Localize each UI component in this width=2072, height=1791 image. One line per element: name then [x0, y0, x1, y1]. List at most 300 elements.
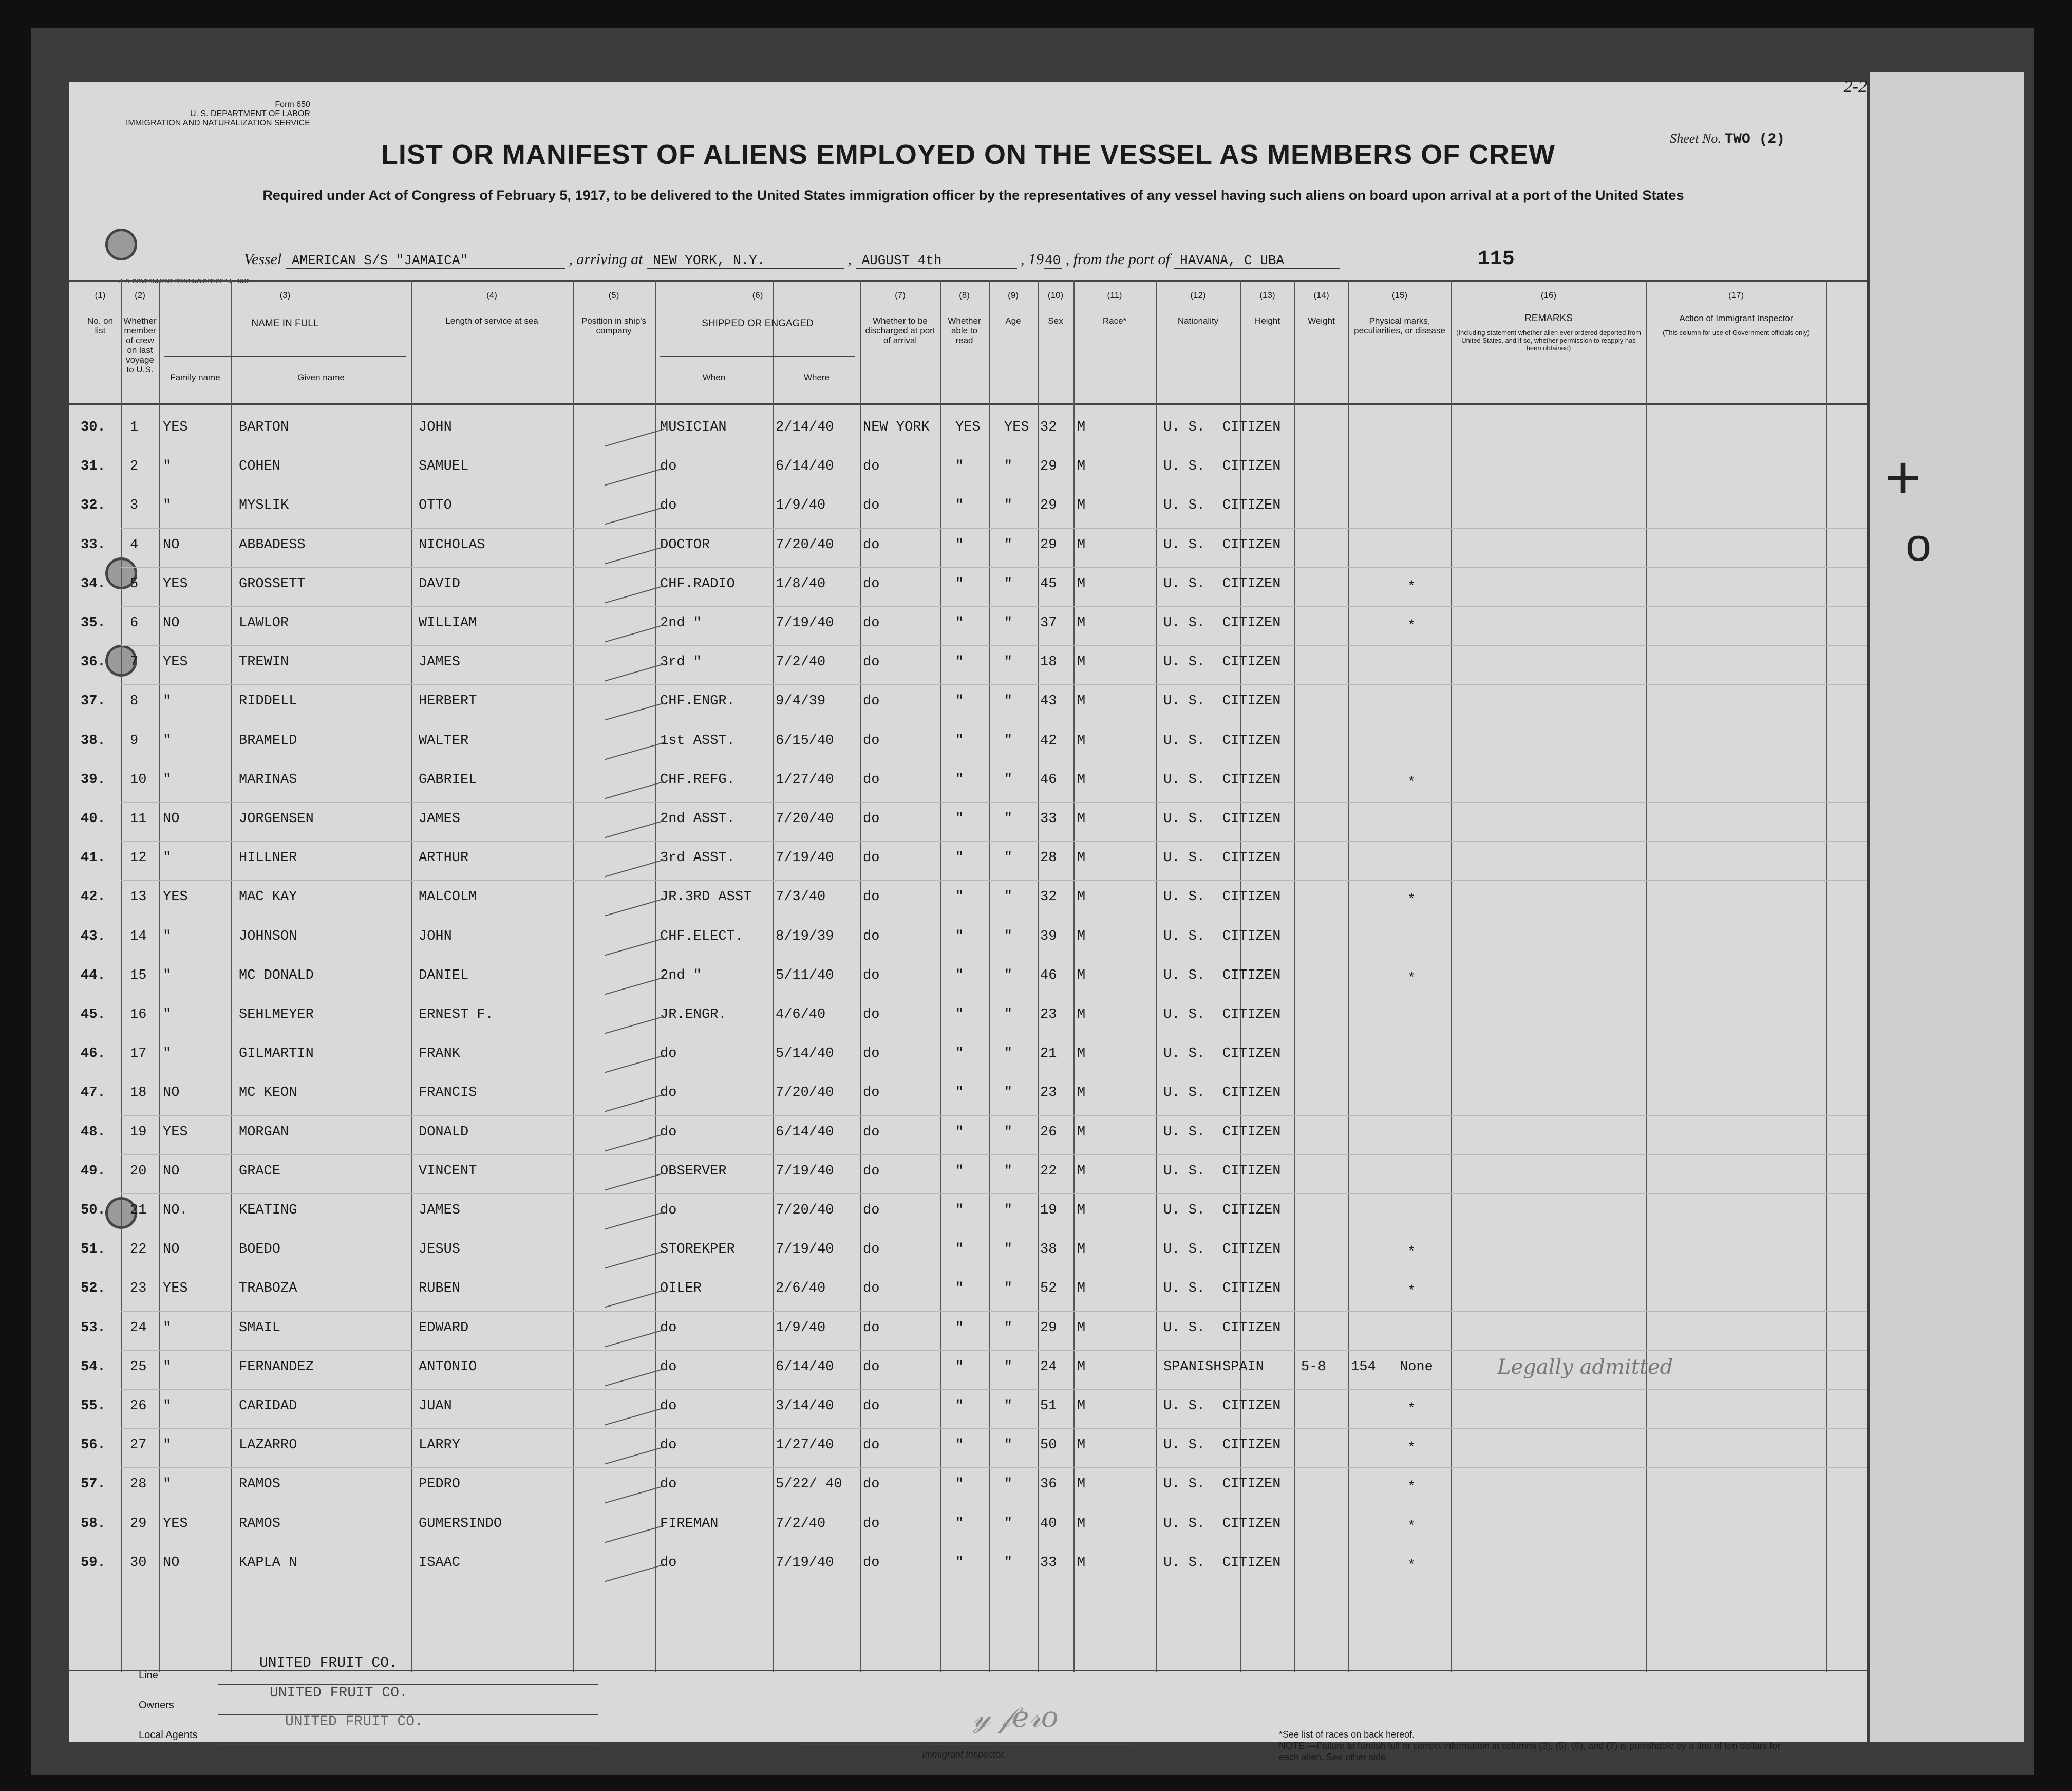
cell-nat: CITIZEN — [1222, 1242, 1281, 1258]
cell-nat: CITIZEN — [1222, 537, 1281, 553]
length-of-service-stroke — [605, 1172, 664, 1190]
cell-nat: CITIZEN — [1222, 1516, 1281, 1532]
cell-age: 19 — [1040, 1203, 1057, 1218]
cell-when: 7/19/40 — [776, 1163, 834, 1179]
cell-no: 22 — [130, 1242, 147, 1258]
cell-where: do — [863, 1516, 880, 1532]
form-number: Form 650 — [275, 100, 310, 109]
cell-family: MC DONALD — [239, 967, 314, 983]
table-row — [69, 1355, 1867, 1390]
column-number: (9) — [1008, 290, 1019, 300]
cell-disch: " — [955, 537, 964, 553]
cell-race: U. S. — [1163, 1242, 1205, 1258]
service-name: IMMIGRATION AND NATURALIZATION SERVICE — [126, 119, 310, 127]
cell-family: KAPLA N — [239, 1555, 297, 1571]
cell-given: OTTO — [419, 498, 452, 514]
cell-nat: CITIZEN — [1222, 420, 1281, 435]
cell-sex: M — [1077, 1046, 1086, 1062]
cell-age: 28 — [1040, 850, 1057, 866]
cell-read: " — [1004, 1242, 1013, 1258]
table-row — [69, 420, 1867, 451]
cell-line: 37. — [81, 694, 106, 710]
cell-sex: M — [1077, 1203, 1086, 1218]
cell-pos: 1st ASST. — [660, 733, 735, 749]
column-header: Age — [1005, 316, 1021, 326]
cell-read: " — [1004, 1007, 1013, 1022]
cell-prev: YES — [163, 1516, 188, 1532]
column-number: (15) — [1391, 290, 1408, 300]
column-number: (4) — [486, 290, 497, 300]
cell-age: 32 — [1040, 889, 1057, 905]
length-of-service-stroke — [605, 703, 664, 721]
table-row — [69, 733, 1867, 764]
cell-race: SPANISH — [1163, 1359, 1222, 1375]
cell-line: 59. — [81, 1555, 106, 1571]
cell-given: DONALD — [419, 1124, 469, 1140]
cell-pos: 3rd ASST. — [660, 850, 735, 866]
cell-where: do — [863, 733, 880, 749]
cell-mark: * — [1407, 1480, 1416, 1496]
cell-race: U. S. — [1163, 1438, 1205, 1453]
cell-family: FERNANDEZ — [239, 1359, 314, 1375]
cell-prev: YES — [163, 655, 188, 670]
length-of-service-stroke — [605, 546, 664, 564]
cell-pos: do — [660, 1477, 677, 1492]
length-of-service-stroke — [605, 1564, 664, 1582]
cell-family: LAZARRO — [239, 1438, 297, 1453]
cell-given: GABRIEL — [419, 772, 477, 788]
table-row — [69, 615, 1867, 646]
cell-no: 16 — [130, 1007, 147, 1022]
cell-pos: MUSICIAN — [660, 420, 727, 435]
cell-family: CARIDAD — [239, 1398, 297, 1414]
cell-pos: JR.3RD ASST — [660, 889, 752, 905]
cell-disch: YES — [955, 420, 981, 435]
sheet-value: TWO (2) — [1724, 132, 1785, 147]
cell-race: U. S. — [1163, 1398, 1205, 1414]
length-of-service-stroke — [605, 585, 664, 603]
cell-sex: M — [1077, 420, 1086, 435]
table-row — [69, 1477, 1867, 1507]
cell-race: U. S. — [1163, 967, 1205, 983]
table-row — [69, 1007, 1867, 1038]
cell-mark: * — [1407, 1284, 1416, 1300]
cell-race: U. S. — [1163, 772, 1205, 788]
cell-nat: CITIZEN — [1222, 615, 1281, 631]
cell-given: JOHN — [419, 420, 452, 435]
cell-family: KEATING — [239, 1203, 297, 1218]
cell-given: DANIEL — [419, 967, 469, 983]
cell-prev: NO — [163, 537, 180, 553]
cell-age: 52 — [1040, 1281, 1057, 1297]
cell-disch: " — [955, 498, 964, 514]
cell-pos: do — [660, 498, 677, 514]
cell-when: 7/20/40 — [776, 811, 834, 827]
cell-given: LARRY — [419, 1438, 461, 1453]
cell-age: 50 — [1040, 1438, 1057, 1453]
cell-pos: do — [660, 1555, 677, 1571]
cell-given: RUBEN — [419, 1281, 461, 1297]
cell-nat: CITIZEN — [1222, 1085, 1281, 1101]
cell-sex: M — [1077, 1320, 1086, 1336]
cell-line: 31. — [81, 459, 106, 475]
cell-sex: M — [1077, 1163, 1086, 1179]
cell-no: 21 — [130, 1203, 147, 1218]
cell-mark: * — [1407, 579, 1416, 595]
cell-race: U. S. — [1163, 576, 1205, 592]
cell-age: 22 — [1040, 1163, 1057, 1179]
inspector-underline — [799, 1744, 1133, 1745]
cell-where: do — [863, 1203, 880, 1218]
cell-pos: do — [660, 1438, 677, 1453]
vessel-label: Vessel — [244, 251, 282, 268]
cell-where: do — [863, 1281, 880, 1297]
cell-prev: YES — [163, 576, 188, 592]
column-number: (2) — [135, 290, 145, 300]
length-of-service-stroke — [605, 1133, 664, 1151]
cell-disch: " — [955, 967, 964, 983]
cell-no: 13 — [130, 889, 147, 905]
length-of-service-stroke — [605, 781, 664, 799]
cell-pos: do — [660, 1085, 677, 1101]
manifest-sheet — [69, 77, 1867, 1789]
table-row — [69, 1516, 1867, 1547]
cell-sex: M — [1077, 1477, 1086, 1492]
cell-line: 45. — [81, 1007, 106, 1022]
cell-mark: * — [1407, 1441, 1416, 1457]
cell-family: LAWLOR — [239, 615, 289, 631]
cell-weight: 154 — [1351, 1359, 1376, 1375]
cell-line: 48. — [81, 1124, 106, 1140]
cell-read: " — [1004, 1398, 1013, 1414]
cell-when: 6/14/40 — [776, 1359, 834, 1375]
cell-disch: " — [955, 889, 964, 905]
cell-sex: M — [1077, 850, 1086, 866]
table-top-rule — [69, 280, 1867, 282]
table-row — [69, 1555, 1867, 1586]
length-of-service-stroke — [605, 1525, 664, 1543]
cell-family: JORGENSEN — [239, 811, 314, 827]
length-of-service-stroke — [605, 1329, 664, 1347]
cell-when: 7/20/40 — [776, 537, 834, 553]
cell-disch: " — [955, 615, 964, 631]
length-of-service-stroke — [605, 468, 664, 486]
cell-pos: do — [660, 1203, 677, 1218]
cell-race: U. S. — [1163, 1124, 1205, 1140]
cell-age: 32 — [1040, 420, 1057, 435]
cell-line: 49. — [81, 1163, 106, 1179]
cell-where: NEW YORK — [863, 420, 930, 435]
length-of-service-stroke — [605, 899, 664, 917]
cell-no: 6 — [130, 615, 139, 631]
column-number: (6) — [752, 290, 763, 300]
cell-given: HERBERT — [419, 694, 477, 710]
length-of-service-stroke — [605, 1016, 664, 1034]
cell-line: 30. — [81, 420, 106, 435]
cell-no: 15 — [130, 967, 147, 983]
cell-where: do — [863, 1085, 880, 1101]
cell-race: U. S. — [1163, 1555, 1205, 1571]
cell-disch: " — [955, 1007, 964, 1022]
cell-disch: " — [955, 1398, 964, 1414]
cell-pos: FIREMAN — [660, 1516, 719, 1532]
cell-family: MC KEON — [239, 1085, 297, 1101]
cell-line: 53. — [81, 1320, 106, 1336]
cell-no: 10 — [130, 772, 147, 788]
cell-race: U. S. — [1163, 420, 1205, 435]
cell-read: " — [1004, 655, 1013, 670]
cell-age: 23 — [1040, 1007, 1057, 1022]
cell-read: " — [1004, 1320, 1013, 1336]
cell-race: U. S. — [1163, 459, 1205, 475]
cell-family: MORGAN — [239, 1124, 289, 1140]
vessel-name: AMERICAN S/S "JAMAICA" — [286, 253, 565, 269]
cell-race: U. S. — [1163, 1516, 1205, 1532]
cell-no: 23 — [130, 1281, 147, 1297]
cell-pos: CHF.REFG. — [660, 772, 735, 788]
cell-where: do — [863, 694, 880, 710]
cell-sex: M — [1077, 1242, 1086, 1258]
corner-pencil-mark: 2-2 — [1843, 77, 1867, 96]
cell-age: 26 — [1040, 1124, 1057, 1140]
column-header: Nationality — [1177, 316, 1219, 326]
vessel-line: Vessel AMERICAN S/S "JAMAICA" , arriving at NEW YORK, N.Y. , AUGUST 4th , 1940 , from the port of HAVANA, C UBA 115 — [244, 248, 1515, 271]
cell-read: " — [1004, 1124, 1013, 1140]
cell-given: NICHOLAS — [419, 537, 485, 553]
length-of-service-stroke — [605, 742, 664, 760]
cell-no: 12 — [130, 850, 147, 866]
agents-label: Local Agents — [139, 1729, 198, 1741]
cell-when: 7/19/40 — [776, 1242, 834, 1258]
length-of-service-stroke — [605, 1408, 664, 1426]
cell-prev: NO — [163, 1085, 180, 1101]
length-of-service-stroke — [605, 1368, 664, 1386]
column-header: Physical marks, peculiarities, or disease — [1354, 316, 1445, 335]
cell-mark: * — [1407, 1558, 1416, 1574]
cell-line: 42. — [81, 889, 106, 905]
cell-sex: M — [1077, 733, 1086, 749]
cell-nat: SPAIN — [1222, 1359, 1265, 1375]
cell-read: YES — [1004, 420, 1029, 435]
cell-when: 8/19/39 — [776, 928, 834, 944]
cell-disch: " — [955, 772, 964, 788]
cell-pos: do — [660, 459, 677, 475]
cell-nat: CITIZEN — [1222, 655, 1281, 670]
cell-nat: CITIZEN — [1222, 1046, 1281, 1062]
column-header: SHIPPED OR ENGAGED — [702, 318, 814, 329]
column-number: (10) — [1047, 290, 1064, 300]
cell-disch: " — [955, 655, 964, 670]
cell-race: U. S. — [1163, 655, 1205, 670]
cell-where: do — [863, 850, 880, 866]
column-number: (11) — [1107, 290, 1122, 300]
cell-where: do — [863, 1555, 880, 1571]
cell-where: do — [863, 772, 880, 788]
column-header: Position in ship's company — [581, 316, 647, 335]
cell-no: 7 — [130, 655, 139, 670]
cell-disch: " — [955, 1281, 964, 1297]
cell-read: " — [1004, 537, 1013, 553]
cell-where: do — [863, 928, 880, 944]
cell-family: RIDDELL — [239, 694, 297, 710]
cell-race: U. S. — [1163, 1046, 1205, 1062]
cell-where: do — [863, 889, 880, 905]
cell-nat: CITIZEN — [1222, 889, 1281, 905]
cell-nat: CITIZEN — [1222, 850, 1281, 866]
cell-age: 39 — [1040, 928, 1057, 944]
cell-line: 32. — [81, 498, 106, 514]
next-page-edge — [1870, 72, 2024, 1742]
cell-no: 14 — [130, 928, 147, 944]
cell-where: do — [863, 1320, 880, 1336]
cell-age: 43 — [1040, 694, 1057, 710]
cell-pos: 2nd " — [660, 967, 702, 983]
cell-when: 6/14/40 — [776, 1124, 834, 1140]
edge-pencil-mark: o — [1906, 519, 1932, 571]
cell-pos: 2nd " — [660, 615, 702, 631]
cell-read: " — [1004, 1085, 1013, 1101]
cell-race: U. S. — [1163, 1320, 1205, 1336]
cell-prev: " — [163, 733, 172, 749]
cell-given: JAMES — [419, 655, 461, 670]
cell-age: 33 — [1040, 1555, 1057, 1571]
column-header: REMARKS — [1524, 313, 1573, 324]
column-number: (3) — [279, 290, 291, 300]
table-row — [69, 772, 1867, 803]
cell-pos: do — [660, 1320, 677, 1336]
cell-disch: " — [955, 1477, 964, 1492]
table-row — [69, 655, 1867, 685]
cell-disch: " — [955, 1438, 964, 1453]
cell-given: JOHN — [419, 928, 452, 944]
cell-prev: " — [163, 1007, 172, 1022]
length-of-service-stroke — [605, 820, 664, 838]
cell-read: " — [1004, 1281, 1013, 1297]
cell-read: " — [1004, 615, 1013, 631]
cell-line: 38. — [81, 733, 106, 749]
inspector-signature: 𝓎 𝒻𝑒𝓇𝑜 — [973, 1701, 1059, 1734]
cell-nat: CITIZEN — [1222, 1320, 1281, 1336]
cell-line: 55. — [81, 1398, 106, 1414]
cell-pos: OILER — [660, 1281, 702, 1297]
cell-read: " — [1004, 889, 1013, 905]
cell-no: 5 — [130, 576, 139, 592]
cell-where: do — [863, 1046, 880, 1062]
cell-when: 7/20/40 — [776, 1203, 834, 1218]
cell-pos: DOCTOR — [660, 537, 710, 553]
cell-prev: NO — [163, 1163, 180, 1179]
cell-prev: " — [163, 1438, 172, 1453]
cell-sex: M — [1077, 967, 1086, 983]
table-row — [69, 1438, 1867, 1468]
table-row — [69, 1320, 1867, 1351]
cell-read: " — [1004, 1555, 1013, 1571]
sheet-label: Sheet No. — [1670, 131, 1721, 146]
length-of-service-stroke — [605, 664, 664, 682]
column-header: Sex — [1048, 316, 1063, 326]
cell-pos: CHF.RADIO — [660, 576, 735, 592]
cell-age: 29 — [1040, 498, 1057, 514]
cell-sex: M — [1077, 459, 1086, 475]
cell-prev: " — [163, 1359, 172, 1375]
cell-prev: " — [163, 1477, 172, 1492]
cell-age: 33 — [1040, 811, 1057, 827]
cell-when: 2/14/40 — [776, 420, 834, 435]
cell-no: 27 — [130, 1438, 147, 1453]
cell-line: 33. — [81, 537, 106, 553]
cell-line: 40. — [81, 811, 106, 827]
cell-when: 5/22/ 40 — [776, 1477, 842, 1492]
agents-underline — [218, 1744, 598, 1745]
cell-age: 29 — [1040, 1320, 1057, 1336]
cell-given: WILLIAM — [419, 615, 477, 631]
cell-when: 5/14/40 — [776, 1046, 834, 1062]
cell-given: ARTHUR — [419, 850, 469, 866]
cell-when: 7/19/40 — [776, 1555, 834, 1571]
page-subtitle: Required under Act of Congress of February 5, 1917, to be delivered to the United States immigration officer by the representatives of any vessel having such aliens on board upon arrival at a port of the United States — [262, 188, 1684, 203]
cell-when: 1/27/40 — [776, 772, 834, 788]
cell-read: " — [1004, 772, 1013, 788]
cell-age: 29 — [1040, 459, 1057, 475]
cell-disch: " — [955, 1203, 964, 1218]
cell-given: JUAN — [419, 1398, 452, 1414]
column-header: NAME IN FULL — [251, 318, 319, 329]
cell-line: 44. — [81, 967, 106, 983]
cell-given: ISAAC — [419, 1555, 461, 1571]
race-footnote: *See list of races on back hereof. — [1279, 1729, 1415, 1740]
cell-line: 58. — [81, 1516, 106, 1532]
cell-read: " — [1004, 1516, 1013, 1532]
table-row — [69, 968, 1867, 999]
cell-where: do — [863, 615, 880, 631]
cell-disch: " — [955, 1320, 964, 1336]
table-row — [69, 929, 1867, 960]
table-row — [69, 1242, 1867, 1273]
cell-prev: YES — [163, 1281, 188, 1297]
cell-prev: " — [163, 1398, 172, 1414]
cell-sex: M — [1077, 498, 1086, 514]
cell-read: " — [1004, 459, 1013, 475]
cell-line: 47. — [81, 1085, 106, 1101]
cell-no: 19 — [130, 1124, 147, 1140]
cell-age: 42 — [1040, 733, 1057, 749]
cell-where: do — [863, 1477, 880, 1492]
cell-prev: NO. — [163, 1203, 188, 1218]
subheader-rule — [660, 356, 855, 357]
cell-family: COHEN — [239, 459, 281, 475]
cell-disch: " — [955, 1359, 964, 1375]
owners-value: UNITED FRUIT CO. — [270, 1685, 408, 1701]
cell-where: do — [863, 811, 880, 827]
cell-pos: CHF.ENGR. — [660, 694, 735, 710]
cell-pos: do — [660, 1046, 677, 1062]
cell-nat: CITIZEN — [1222, 576, 1281, 592]
length-of-service-stroke — [605, 977, 664, 995]
cell-where: do — [863, 967, 880, 983]
cell-no: 30 — [130, 1555, 147, 1571]
cell-disch: " — [955, 811, 964, 827]
cell-read: " — [1004, 1359, 1013, 1375]
cell-disch: " — [955, 1085, 964, 1101]
cell-race: U. S. — [1163, 928, 1205, 944]
cell-given: JESUS — [419, 1242, 461, 1258]
cell-disch: " — [955, 1516, 964, 1532]
column-number: (1) — [95, 290, 106, 300]
length-of-service-stroke — [605, 1486, 664, 1504]
cell-no: 3 — [130, 498, 139, 514]
cell-race: U. S. — [1163, 1007, 1205, 1022]
cell-given: ANTONIO — [419, 1359, 477, 1375]
